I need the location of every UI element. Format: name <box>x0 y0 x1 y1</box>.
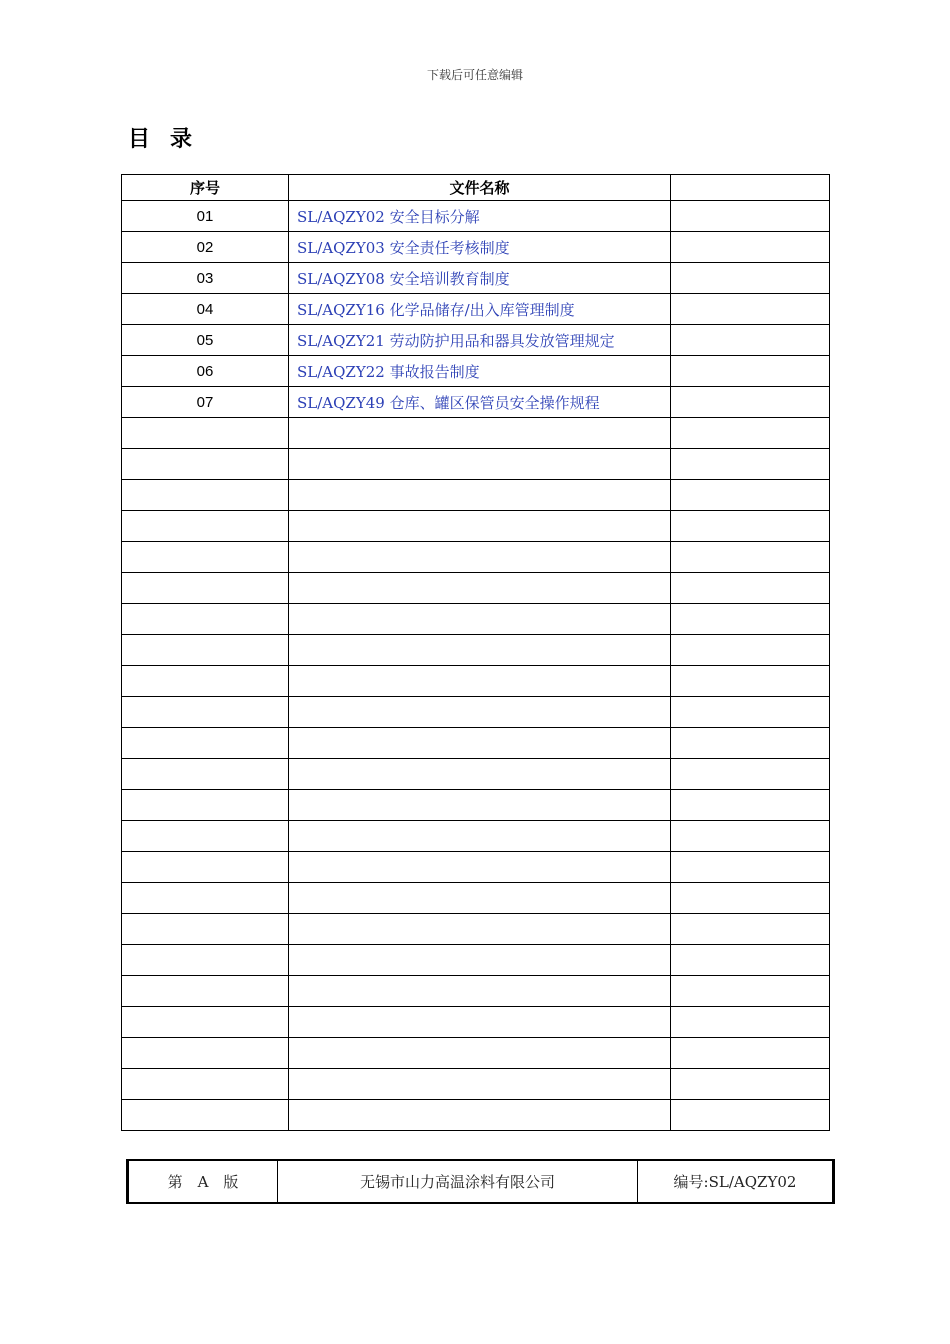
row-extra-cell <box>671 1038 830 1069</box>
row-extra-cell <box>671 945 830 976</box>
row-extra-cell <box>671 263 830 294</box>
file-link <box>289 852 671 883</box>
file-link <box>289 945 671 976</box>
file-link[interactable]: SL/AQZY03 安全责任考核制度 <box>289 232 671 263</box>
row-extra-cell <box>671 728 830 759</box>
row-number <box>122 418 289 449</box>
file-link <box>289 573 671 604</box>
row-extra-cell <box>671 232 830 263</box>
table-row <box>122 604 830 635</box>
row-number <box>122 914 289 945</box>
file-link <box>289 914 671 945</box>
row-number: 02 <box>122 232 289 263</box>
toc-header-row <box>122 175 830 201</box>
table-row <box>122 635 830 666</box>
row-number <box>122 697 289 728</box>
row-extra-cell <box>671 697 830 728</box>
row-number: 01 <box>122 201 289 232</box>
row-number <box>122 542 289 573</box>
table-row <box>122 542 830 573</box>
table-row <box>122 852 830 883</box>
row-extra-cell <box>671 542 830 573</box>
table-row <box>122 263 830 294</box>
file-link[interactable]: SL/AQZY02 安全目标分解 <box>289 201 671 232</box>
row-extra-cell <box>671 666 830 697</box>
row-extra-cell <box>671 294 830 325</box>
header-file-name: 文件名称 <box>289 175 671 201</box>
table-row <box>122 976 830 1007</box>
download-note: 下载后可任意编辑 <box>426 68 523 82</box>
row-number <box>122 852 289 883</box>
table-row <box>122 790 830 821</box>
table-row <box>122 356 830 387</box>
file-link <box>289 604 671 635</box>
row-extra-cell <box>671 914 830 945</box>
file-link[interactable]: SL/AQZY21 劳动防护用品和器具发放管理规定 <box>289 325 671 356</box>
edition-label: 第 A 版 <box>128 1160 278 1203</box>
file-link[interactable]: SL/AQZY22 事故报告制度 <box>289 356 671 387</box>
row-number <box>122 1007 289 1038</box>
file-link <box>289 635 671 666</box>
document-code: 编号:SL/AQZY02 <box>638 1160 834 1203</box>
table-row <box>122 1069 830 1100</box>
file-link <box>289 449 671 480</box>
row-extra-cell <box>671 418 830 449</box>
row-number: 06 <box>122 356 289 387</box>
table-row <box>122 387 830 418</box>
table-row <box>122 697 830 728</box>
row-extra-cell <box>671 387 830 418</box>
table-row <box>122 914 830 945</box>
file-link <box>289 418 671 449</box>
row-extra-cell <box>671 356 830 387</box>
row-extra-cell <box>671 1100 830 1131</box>
row-extra-cell <box>671 821 830 852</box>
row-number: 05 <box>122 325 289 356</box>
row-number <box>122 883 289 914</box>
row-extra-cell <box>671 1069 830 1100</box>
row-extra-cell <box>671 449 830 480</box>
footer-table <box>126 1159 835 1204</box>
row-number <box>122 666 289 697</box>
file-link <box>289 666 671 697</box>
page-title: 目录 <box>128 127 213 152</box>
row-number <box>122 604 289 635</box>
table-row <box>122 232 830 263</box>
file-link <box>289 821 671 852</box>
table-row <box>122 1007 830 1038</box>
file-link <box>289 728 671 759</box>
file-link <box>289 511 671 542</box>
table-row <box>122 1038 830 1069</box>
row-number: 03 <box>122 263 289 294</box>
header-number: 序号 <box>122 175 289 201</box>
table-row <box>122 728 830 759</box>
table-row <box>122 1100 830 1131</box>
table-row <box>122 418 830 449</box>
header-extra <box>671 175 830 201</box>
row-extra-cell <box>671 883 830 914</box>
row-number <box>122 635 289 666</box>
row-number: 07 <box>122 387 289 418</box>
row-number <box>122 511 289 542</box>
table-row <box>122 883 830 914</box>
row-number <box>122 449 289 480</box>
file-link[interactable]: SL/AQZY08 安全培训教育制度 <box>289 263 671 294</box>
row-extra-cell <box>671 635 830 666</box>
row-extra-cell <box>671 759 830 790</box>
file-link <box>289 790 671 821</box>
file-link <box>289 697 671 728</box>
table-row <box>122 325 830 356</box>
table-row <box>122 511 830 542</box>
table-row <box>122 480 830 511</box>
file-link <box>289 1069 671 1100</box>
row-number <box>122 945 289 976</box>
row-number <box>122 976 289 1007</box>
row-number: 04 <box>122 294 289 325</box>
row-extra-cell <box>671 325 830 356</box>
row-extra-cell <box>671 201 830 232</box>
toc-body <box>122 201 830 1131</box>
file-link <box>289 883 671 914</box>
row-number <box>122 1069 289 1100</box>
table-row <box>122 821 830 852</box>
row-number <box>122 1038 289 1069</box>
table-row <box>122 666 830 697</box>
file-link <box>289 1007 671 1038</box>
table-row <box>122 449 830 480</box>
toc-table <box>121 174 830 1131</box>
row-number <box>122 728 289 759</box>
table-row <box>122 945 830 976</box>
table-row <box>122 201 830 232</box>
file-link <box>289 480 671 511</box>
row-extra-cell <box>671 573 830 604</box>
row-number <box>122 759 289 790</box>
table-row <box>122 573 830 604</box>
file-link[interactable]: SL/AQZY16 化学品储存/出入库管理制度 <box>289 294 671 325</box>
row-number <box>122 480 289 511</box>
row-extra-cell <box>671 852 830 883</box>
row-extra-cell <box>671 790 830 821</box>
table-row <box>122 294 830 325</box>
table-row <box>122 759 830 790</box>
file-link <box>289 759 671 790</box>
file-link <box>289 976 671 1007</box>
file-link <box>289 1100 671 1131</box>
row-number <box>122 790 289 821</box>
row-extra-cell <box>671 604 830 635</box>
row-number <box>122 821 289 852</box>
row-number <box>122 573 289 604</box>
file-link <box>289 1038 671 1069</box>
file-link <box>289 542 671 573</box>
company-name: 无锡市山力高温涂料有限公司 <box>278 1160 638 1203</box>
row-extra-cell <box>671 976 830 1007</box>
row-extra-cell <box>671 480 830 511</box>
row-extra-cell <box>671 511 830 542</box>
row-extra-cell <box>671 1007 830 1038</box>
file-link[interactable]: SL/AQZY49 仓库、罐区保管员安全操作规程 <box>289 387 671 418</box>
row-number <box>122 1100 289 1131</box>
